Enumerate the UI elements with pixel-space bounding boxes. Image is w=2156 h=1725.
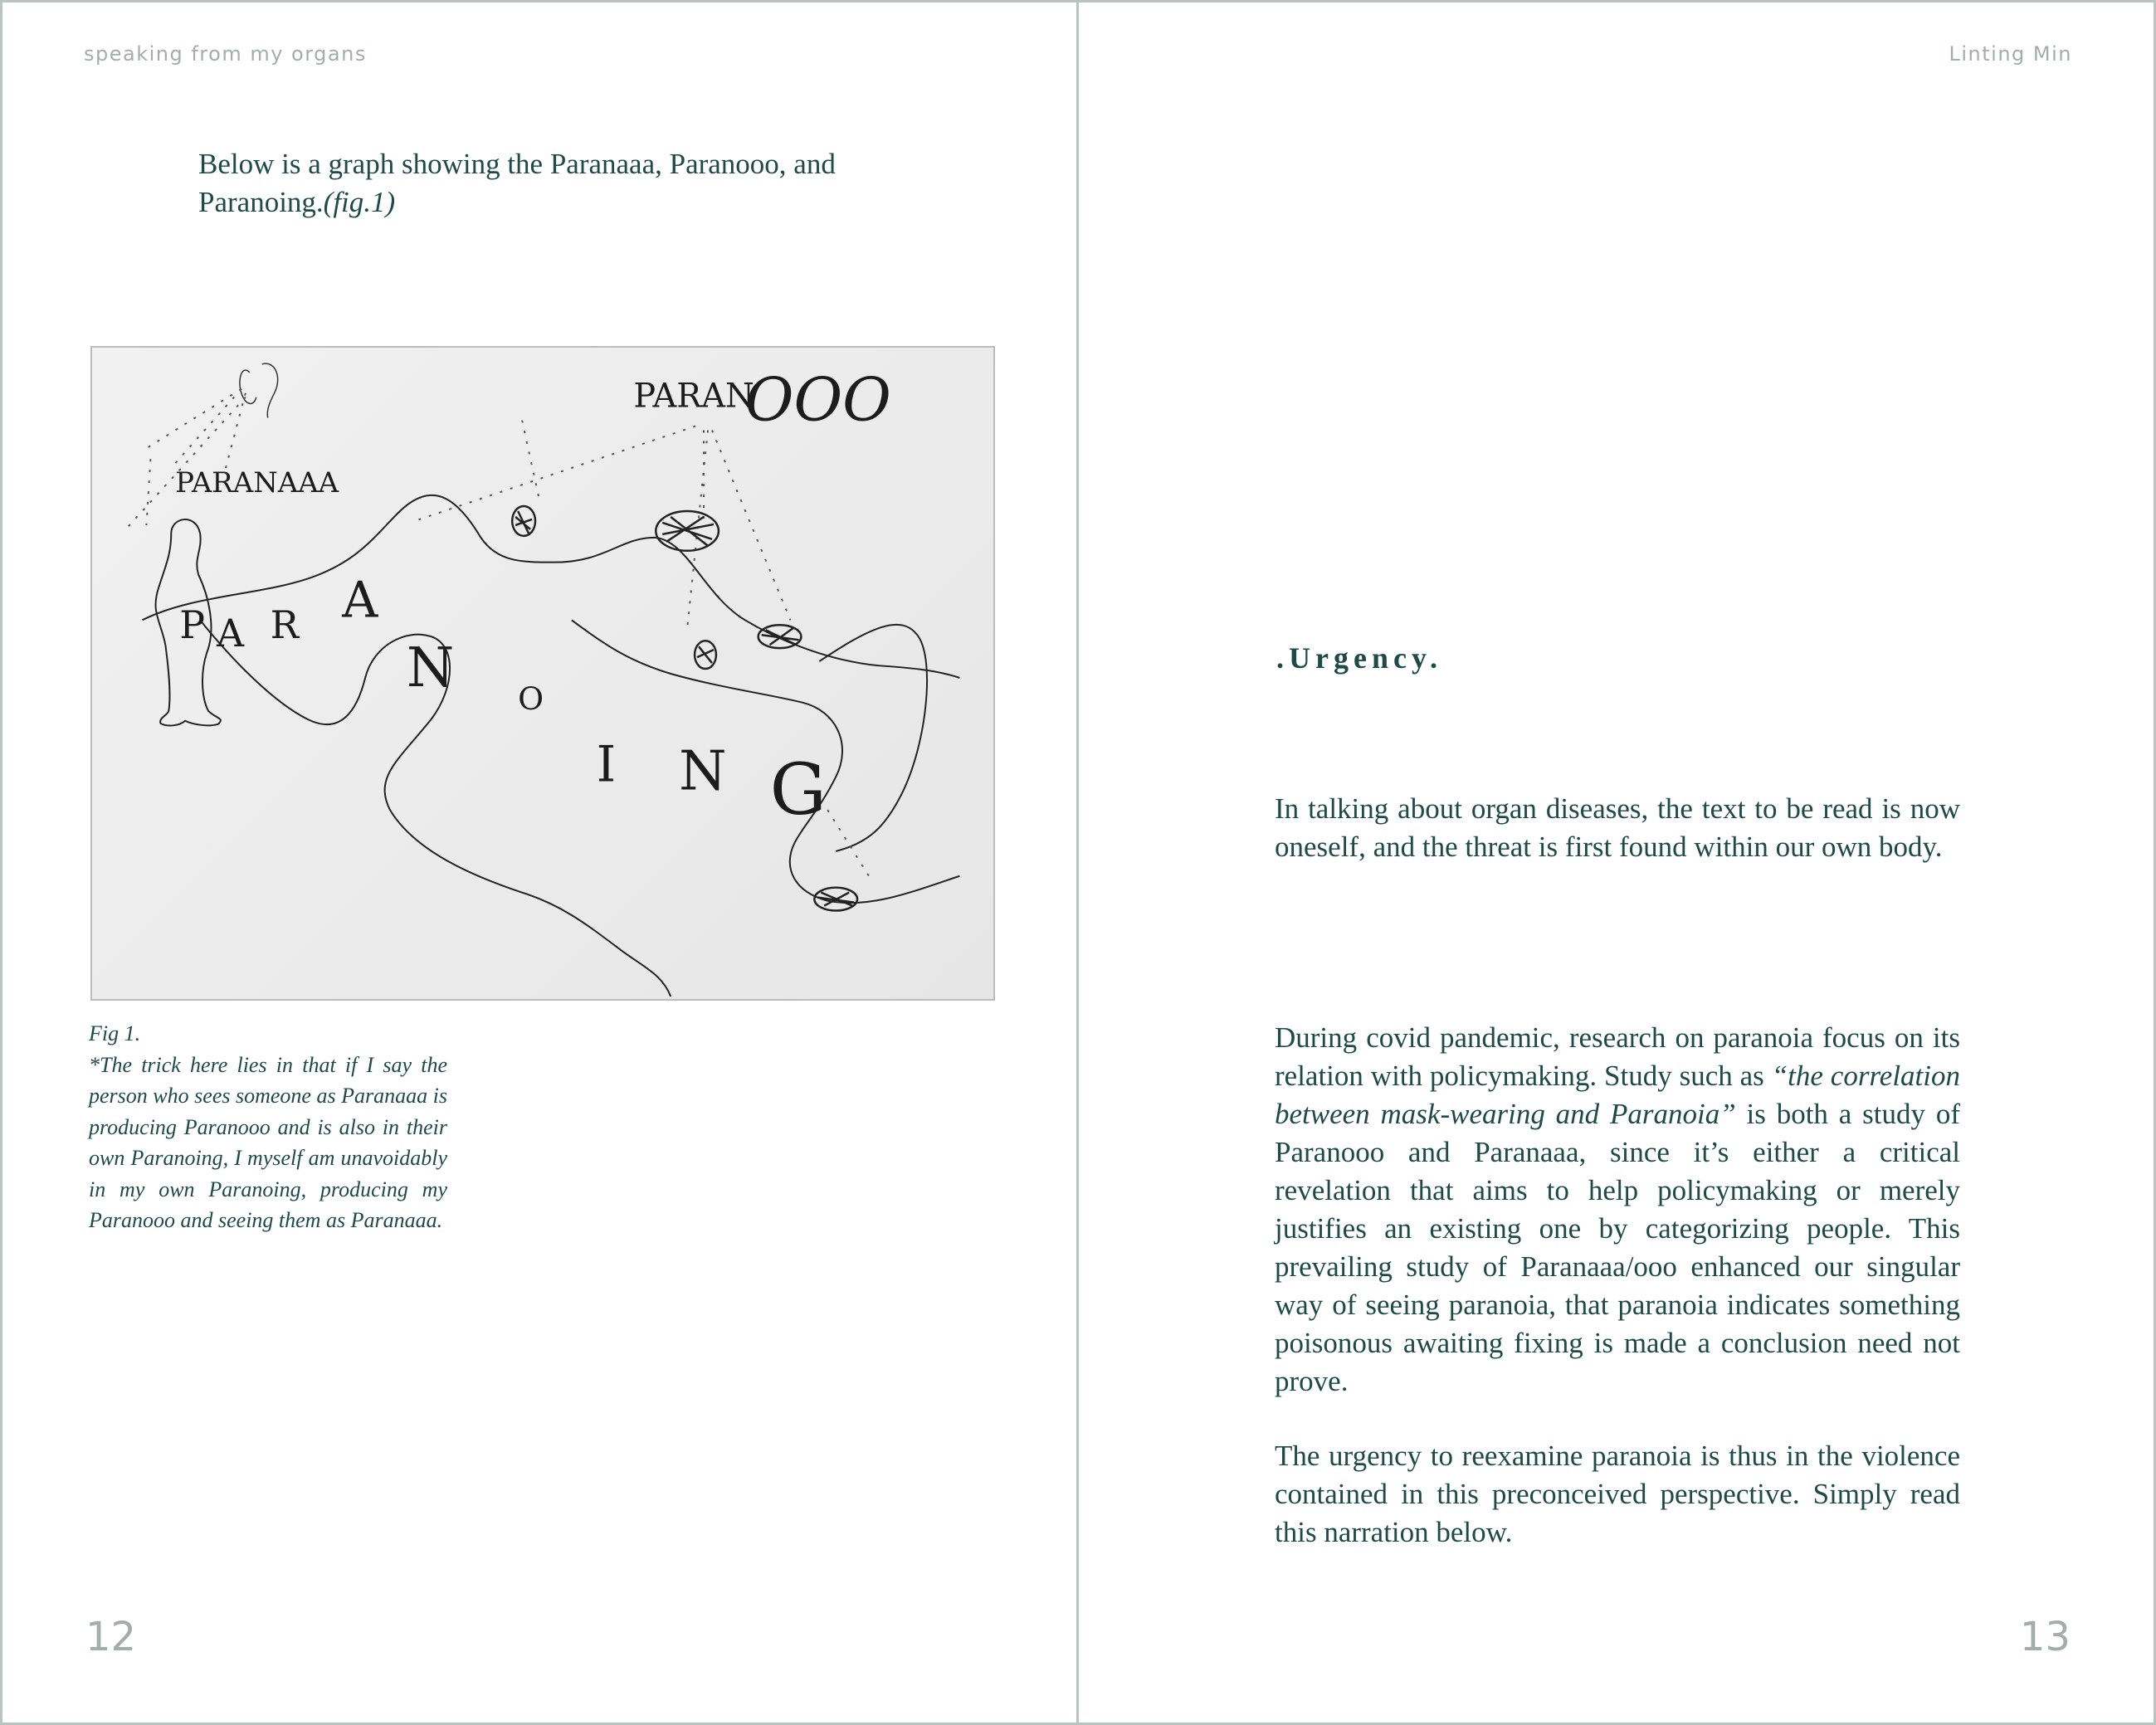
word-paranooo-suffix: OOO	[744, 365, 891, 435]
caption-label: Fig 1.	[89, 1021, 141, 1045]
paranoing-letter: O	[518, 680, 544, 717]
paragraph-2-part-1: During covid pandemic, research on paranoia focus on its relation with policymaking. Study such as	[1275, 1021, 1960, 1092]
figure-reference: (fig.1)	[323, 186, 396, 218]
paranoing-letter: N	[406, 636, 455, 699]
paranoing-letter: G	[769, 749, 827, 832]
running-head-left: speaking from my organs	[84, 42, 367, 66]
paragraph-3: The urgency to reexamine paranoia is thus in the violence contained in this preconceived perspective. Simply read this narration below.	[1275, 1440, 1960, 1548]
page-number-left: 12	[85, 1614, 137, 1660]
paragraph-2-quote: “the correlation between mask-wearing and Paranoia”	[1275, 1060, 1960, 1130]
paranoing-letter: A	[342, 572, 378, 630]
paranoia-drawing	[92, 348, 993, 999]
paragraph-2	[1275, 1019, 1960, 1401]
paragraph-2-part-2: is both a study of Paranooo and Paranaaa, since it’s either a critical revelation that aims to help policymaking or merely justifies an existing one by categorizing people. This prevailing study of Paranaaa/ooo enhanced our singular way of seeing paranoia, that paranoia indicates something poisonous awaiting fixing is made a conclusion need not prove.	[1275, 1098, 1960, 1397]
word-paranoing	[179, 572, 827, 831]
paranoing-letter: I	[596, 736, 617, 794]
paranoing-letter: N	[679, 739, 727, 803]
running-head-right: Linting Min	[1949, 42, 2072, 66]
figure-head	[240, 363, 278, 417]
organ-scribbles	[512, 506, 857, 911]
intro-paragraph	[198, 145, 929, 222]
figure-1	[90, 346, 995, 1001]
section-title: .Urgency.	[1276, 641, 1442, 675]
figure-caption	[89, 1018, 447, 1236]
intro-text: Below is a graph showing the Paranaaa, Paranooo, and Paranoing.	[198, 148, 836, 218]
flowing-line-right	[572, 620, 960, 903]
word-paranooo-prefix: PARAN	[633, 377, 754, 416]
word-paranaaa: PARANAAA	[175, 466, 339, 499]
paragraph-1: In talking about organ diseases, the text to be read is now oneself, and the threat is first found within our own body.	[1275, 792, 1960, 863]
page-number-right: 13	[2019, 1614, 2071, 1660]
paranoing-letter: A	[217, 612, 245, 656]
paranoing-letter: R	[270, 603, 300, 648]
caption-text: *The trick here lies in that if I say the person who sees someone as Paranaaa is producing Paranooo and is also in their own Paranoing, I myself am unavoidably in my own Paranoing, producing my Paranooo and seeing them as Paranaaa.	[89, 1052, 447, 1232]
paranoing-letter: P	[179, 603, 206, 648]
